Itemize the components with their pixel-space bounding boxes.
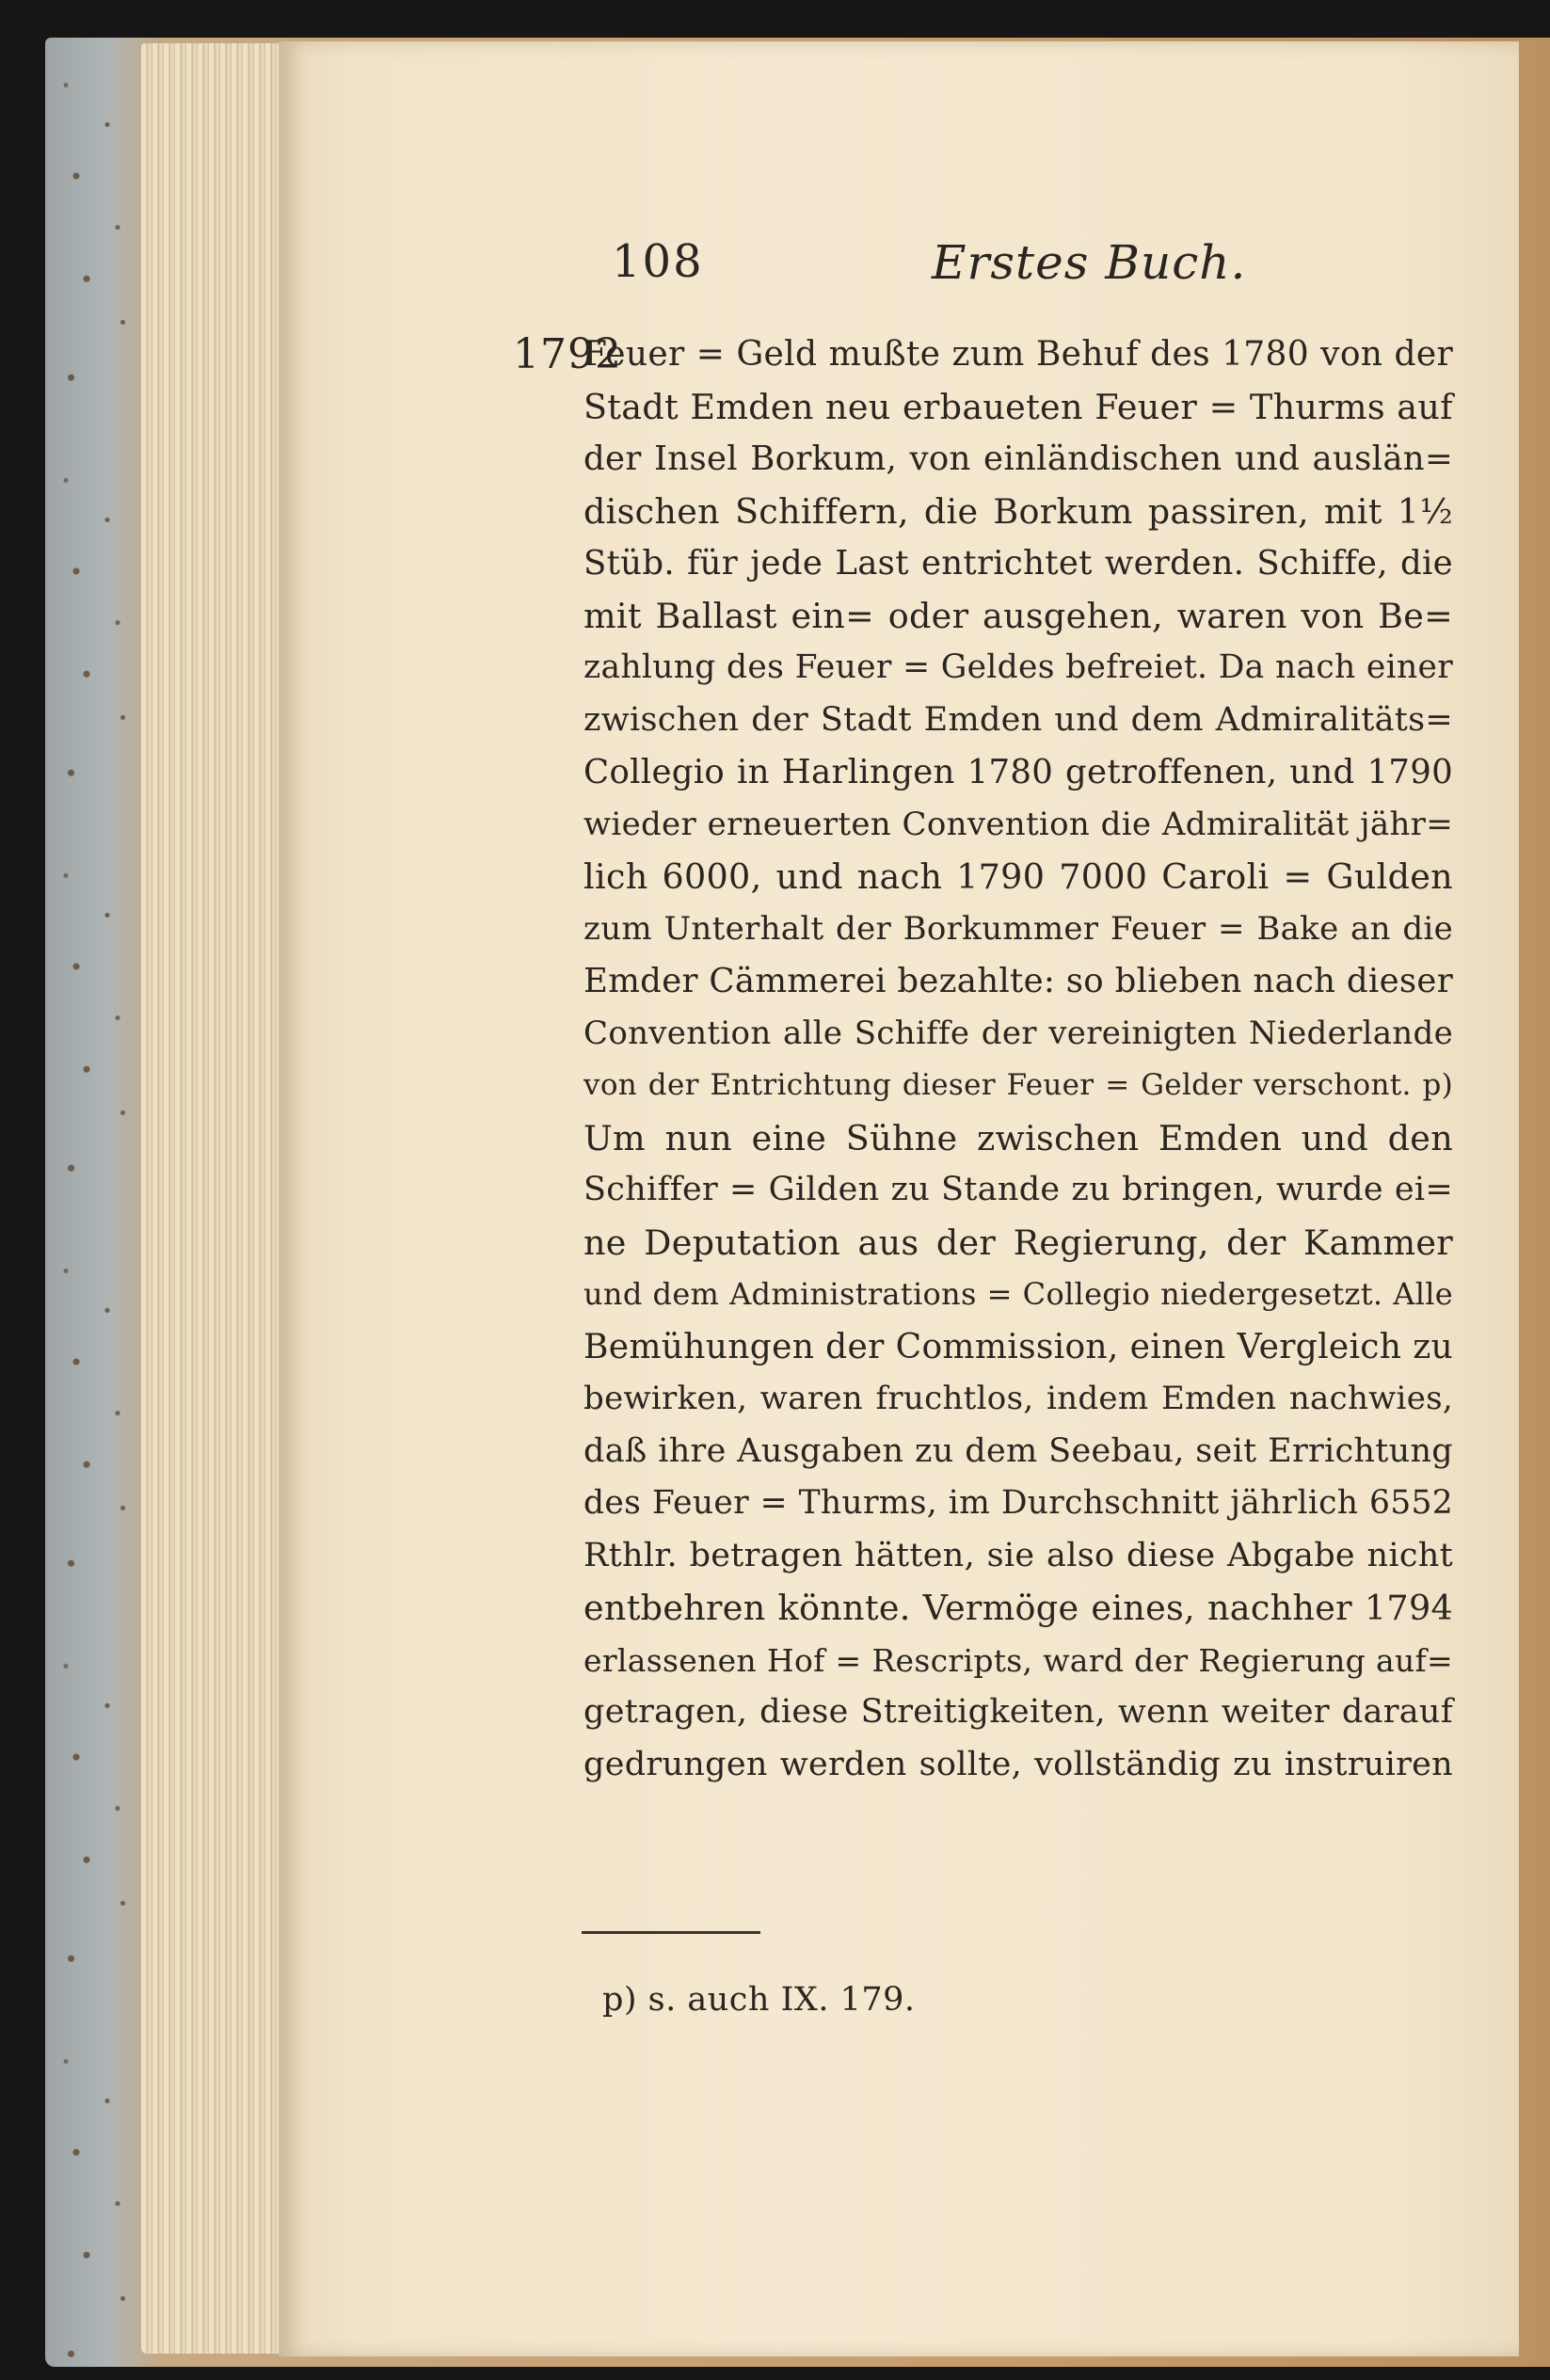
- text-line: Stüb. für jede Last entrichtet werden. Schiffe, die: [583, 544, 1453, 583]
- text-line: bewirken, waren fruchtlos, indem Emden nachwies,: [583, 1380, 1453, 1417]
- cover-foxing: [45, 38, 149, 2367]
- footnote-rule: [582, 1931, 760, 1934]
- text-line: Stadt Emden neu erbaueten Feuer = Thurms auf: [583, 386, 1453, 427]
- text-line: erlassenen Hof = Rescripts, ward der Regierung auf=: [583, 1641, 1453, 1679]
- text-line: wieder erneuerten Convention die Admiralität jähr=: [583, 805, 1453, 843]
- running-head: [0, 235, 1550, 301]
- text-line: Schiffer = Gilden zu Stande zu bringen, wurde ei=: [583, 1171, 1453, 1208]
- text-line: dischen Schiffern, die Borkum passiren, mit 1½: [583, 490, 1453, 532]
- text-line: ne Deputation aus der Regierung, der Kammer: [583, 1222, 1453, 1263]
- body-text: [583, 328, 1453, 1791]
- text-line: zahlung des Feuer = Geldes befreiet. Da nach einer: [583, 648, 1453, 686]
- text-line: Convention alle Schiffe der vereinigten Niederlande: [583, 1014, 1453, 1052]
- text-line: des Feuer = Thurms, im Durchschnitt jährlich 6552: [583, 1484, 1453, 1522]
- text-line: getragen, diese Streitigkeiten, wenn weiter darauf: [583, 1693, 1453, 1731]
- marginal-year: 1792: [513, 330, 622, 378]
- text-line: Bemühungen der Commission, einen Vergleich zu: [583, 1327, 1453, 1366]
- text-line: Emder Cämmerei bezahlte: so blieben nach dieser: [583, 962, 1453, 1000]
- text-line: lich 6000, und nach 1790 7000 Caroli = Gulden: [583, 856, 1453, 897]
- text-line: zum Unterhalt der Borkummer Feuer = Bake an die: [583, 909, 1453, 948]
- text-line: Um nun eine Sühne zwischen Emden und den: [583, 1117, 1453, 1158]
- text-line: zwischen der Stadt Emden und dem Admiralitäts=: [583, 700, 1453, 739]
- text-line: Collegio in Harlingen 1780 getroffenen, und 1790: [583, 753, 1453, 791]
- text-line: Feuer = Geld mußte zum Behuf des 1780 von der: [583, 335, 1453, 374]
- page-number: 108: [612, 235, 704, 288]
- text-line: der Insel Borkum, von einländischen und auslän=: [583, 439, 1453, 478]
- running-title: Erstes Buch.: [932, 235, 1247, 290]
- text-line: und dem Administrations = Collegio niedergesetzt. Alle: [583, 1276, 1453, 1312]
- footnote: p) s. auch IX. 179.: [602, 1981, 916, 2019]
- text-line: gedrungen werden sollte, vollständig zu instruiren: [583, 1745, 1453, 1783]
- text-line: entbehren könnte. Vermöge eines, nachher 1794: [583, 1588, 1453, 1628]
- text-line: von der Entrichtung dieser Feuer = Gelder verschont. p): [583, 1068, 1453, 1102]
- text-line: daß ihre Ausgaben zu dem Seebau, seit Errichtung: [583, 1431, 1453, 1470]
- text-line: Rthlr. betragen hätten, sie also diese Abgabe nicht: [583, 1536, 1453, 1574]
- text-line: mit Ballast ein= oder ausgehen, waren von Be=: [583, 595, 1453, 636]
